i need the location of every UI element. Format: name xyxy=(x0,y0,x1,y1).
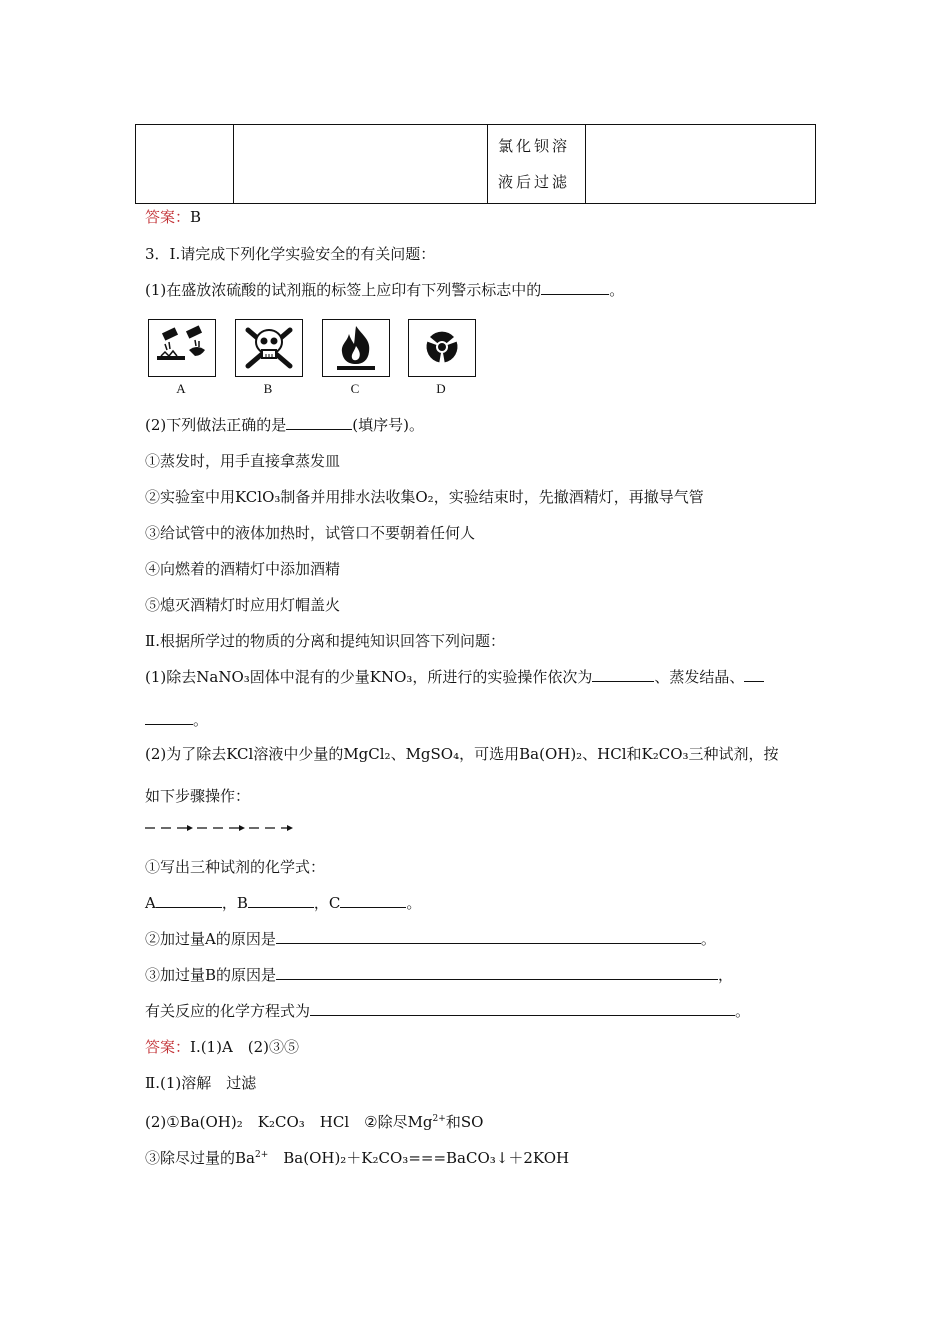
corrosive-icon xyxy=(148,319,216,377)
label-c: ，C xyxy=(313,894,341,912)
cell-text-line-2: 液后过滤 xyxy=(498,173,571,191)
option-item: ③给试管中的液体加热时，试管口不要朝着任何人 xyxy=(145,524,476,542)
sign-label-b: B xyxy=(263,381,273,396)
question-3-heading: 3．Ⅰ.请完成下列化学实验安全的有关问题： xyxy=(145,245,436,263)
answer-label: 答案： xyxy=(145,1038,191,1056)
table-fragment xyxy=(135,124,816,204)
question-text: 有关反应的化学方程式为 xyxy=(145,1002,311,1020)
punctuation: 。 xyxy=(700,930,716,948)
answer-label: 答案： xyxy=(145,208,191,226)
answer-blank xyxy=(276,929,701,944)
label-b: ，B xyxy=(221,894,248,912)
part-2-question-1 xyxy=(145,667,764,687)
answer-text: (2)①Ba(OH)₂ K₂CO₃ HCl ②除尽Mg xyxy=(145,1113,433,1131)
question-text: (1)除去NaNO₃固体中混有的少量KNO₃，所进行的实验操作依次为 xyxy=(145,668,593,686)
answer-text: Ⅰ.(1)A (2)③⑤ xyxy=(190,1038,300,1056)
question-text: (填序号)。 xyxy=(352,416,424,434)
question-text: (2)下列做法正确的是 xyxy=(145,416,287,434)
question-3-part-1 xyxy=(145,280,624,300)
procedure-arrows xyxy=(145,820,295,840)
question-text: 、蒸发结晶、 xyxy=(654,668,745,686)
table-row xyxy=(136,125,816,204)
table-cell xyxy=(488,125,586,204)
cell-text-line-1: 氯化钡溶 xyxy=(498,137,571,155)
question-text: ③加过量B的原因是 xyxy=(145,966,277,984)
sub-question-1: ①写出三种试剂的化学式： xyxy=(145,858,326,876)
charge-superscript: 2+ xyxy=(432,1114,446,1124)
answer-blank xyxy=(744,667,764,682)
punctuation: 。 xyxy=(193,711,209,729)
charge-superscript: 2+ xyxy=(254,1150,269,1160)
sign-label-d: D xyxy=(436,381,446,396)
punctuation: ， xyxy=(718,966,734,984)
radiation-icon xyxy=(408,319,476,377)
answer-blank xyxy=(276,965,718,980)
sub-question-2 xyxy=(145,929,716,949)
table-cell xyxy=(234,125,488,204)
answer-2-line-2: Ⅱ.(1)溶解 过滤 xyxy=(145,1074,257,1092)
part-2-heading: Ⅱ.根据所学过的物质的分离和提纯知识回答下列问题： xyxy=(145,632,505,650)
question-text: ②加过量A的原因是 xyxy=(145,930,276,948)
sign-label-a: A xyxy=(176,381,186,396)
answer-blank xyxy=(340,893,406,908)
punctuation: 。 xyxy=(735,1002,751,1020)
sign-label-c: C xyxy=(350,381,360,396)
part-2-question-1-cont xyxy=(145,710,208,730)
option-item: ④向燃着的酒精灯中添加酒精 xyxy=(145,560,341,578)
answer-text: 和SO xyxy=(445,1113,484,1131)
sub-question-3 xyxy=(145,965,733,985)
punctuation: 。 xyxy=(406,894,422,912)
table-cell xyxy=(136,125,234,204)
answer-text: ③除尽过量的Ba xyxy=(145,1149,255,1167)
punctuation: 。 xyxy=(609,281,625,299)
answer-blank xyxy=(286,415,352,430)
answer-blank xyxy=(248,893,314,908)
answer-2-line-1 xyxy=(145,1037,299,1057)
reagent-blanks xyxy=(145,893,421,913)
answer-blank xyxy=(541,280,609,295)
answer-blank xyxy=(310,1001,735,1016)
answer-blank xyxy=(156,893,222,908)
part-2-question-2-cont: 如下步骤操作： xyxy=(145,787,251,805)
answer-blank xyxy=(592,667,654,682)
label-a: A xyxy=(145,894,156,912)
table-cell xyxy=(586,125,816,204)
option-item: ②实验室中用KClO₃制备并用排水法收集O₂，实验结束时，先撤酒精灯，再撤导气管 xyxy=(145,488,704,506)
part-2-question-2: (2)为了除去KCl溶液中少量的MgCl₂、MgSO₄，可选用Ba(OH)₂、HCl和K₂CO₃三种试剂，按 xyxy=(145,745,779,763)
option-item: ①蒸发时，用手直接拿蒸发皿 xyxy=(145,452,341,470)
question-text: (1)在盛放浓硫酸的试剂瓶的标签上应印有下列警示标志中的 xyxy=(145,281,542,299)
sub-question-3-equation xyxy=(145,1001,750,1021)
question-3-part-2 xyxy=(145,415,424,435)
answer-2-line-4 xyxy=(145,1145,569,1168)
answer-value: B xyxy=(190,208,202,226)
answer-2-line-3 xyxy=(145,1109,483,1132)
option-item: ⑤熄灭酒精灯时应用灯帽盖火 xyxy=(145,596,341,614)
answer-blank xyxy=(145,710,193,725)
flame-icon xyxy=(322,319,390,377)
answer-1 xyxy=(145,207,201,227)
answer-text: Ba(OH)₂＋K₂CO₃===BaCO₃↓＋2KOH xyxy=(268,1149,570,1167)
skull-crossbones-icon xyxy=(235,319,303,377)
